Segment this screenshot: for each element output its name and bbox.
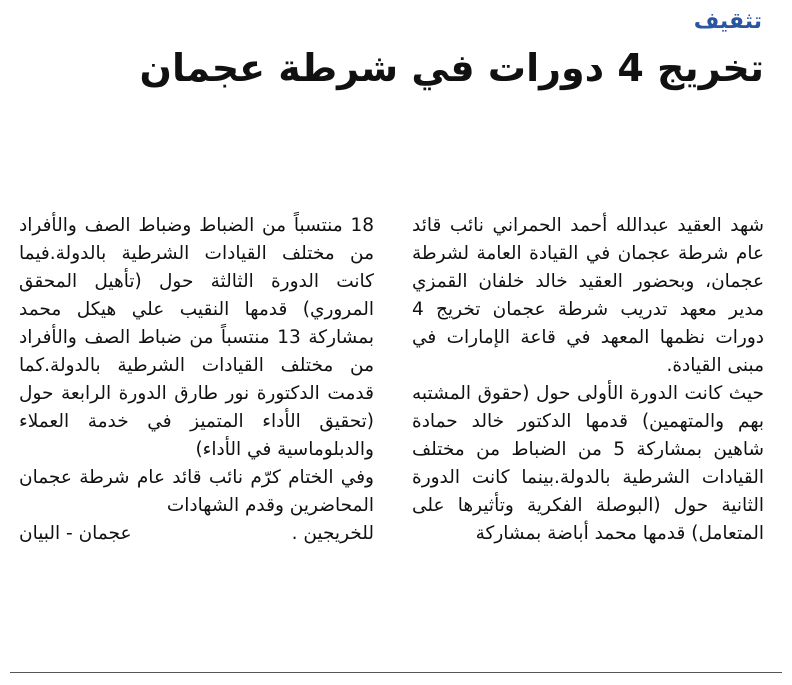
closing-line <box>19 520 374 548</box>
section-label: تثقيف <box>693 9 762 34</box>
article-column-right <box>412 212 764 548</box>
paragraph-courses-3-4: 18 منتسباً من الضباط وضباط الصف والأفراد من مختلف القيادات الشرطية بالدولة.فيما كانت الدورة الثالثة حول (تأهيل المحقق المروري) قدمها النقيب علي هيكل محمد بمشاركة 13 منتسباً من ضباط الصف والأفراد من مختلف القيادات الشرطية بالدولة.كما قدمت الدكتورة نور طارق الدورة الرابعة حول (تحقيق الأداء المتميز في خدمة العملاء والدبلوماسية في الأداء) <box>19 215 374 460</box>
paragraph-courses-1-2: حيث كانت الدورة الأولى حول (حقوق المشتبه بهم والمتهمين) قدمها الدكتور خالد حمادة شاهين بمشاركة 5 من الضباط من مختلف القيادات الشرطية بالدولة.بينما كانت الدورة الثانية حول (البوصلة الفكرية وتأثيرها على المتعامل) قدمها محمد أباضة بمشاركة <box>412 383 764 544</box>
paragraph-intro: شهد العقيد عبدالله أحمد الحمراني نائب قائد عام شرطة عجمان في القيادة العامة لشرطة عجمان، وبحضور العقيد خالد خلفان القمزي مدير معهد تدريب شرطة عجمان تخريج 4 دورات نظمها المعهد في قاعة الإمارات في مبنى القيادة. <box>412 215 764 376</box>
dateline: عجمان - البيان <box>19 523 132 544</box>
closing-text: للخريجين . <box>291 523 374 544</box>
bottom-rule <box>10 672 782 673</box>
paragraph-closing: وفي الختام كرّم نائب قائد عام شرطة عجمان المحاضرين وقدم الشهادات <box>19 467 374 516</box>
article-column-left <box>19 212 374 548</box>
headline: تخريج 4 دورات في شرطة عجمان <box>139 46 764 90</box>
